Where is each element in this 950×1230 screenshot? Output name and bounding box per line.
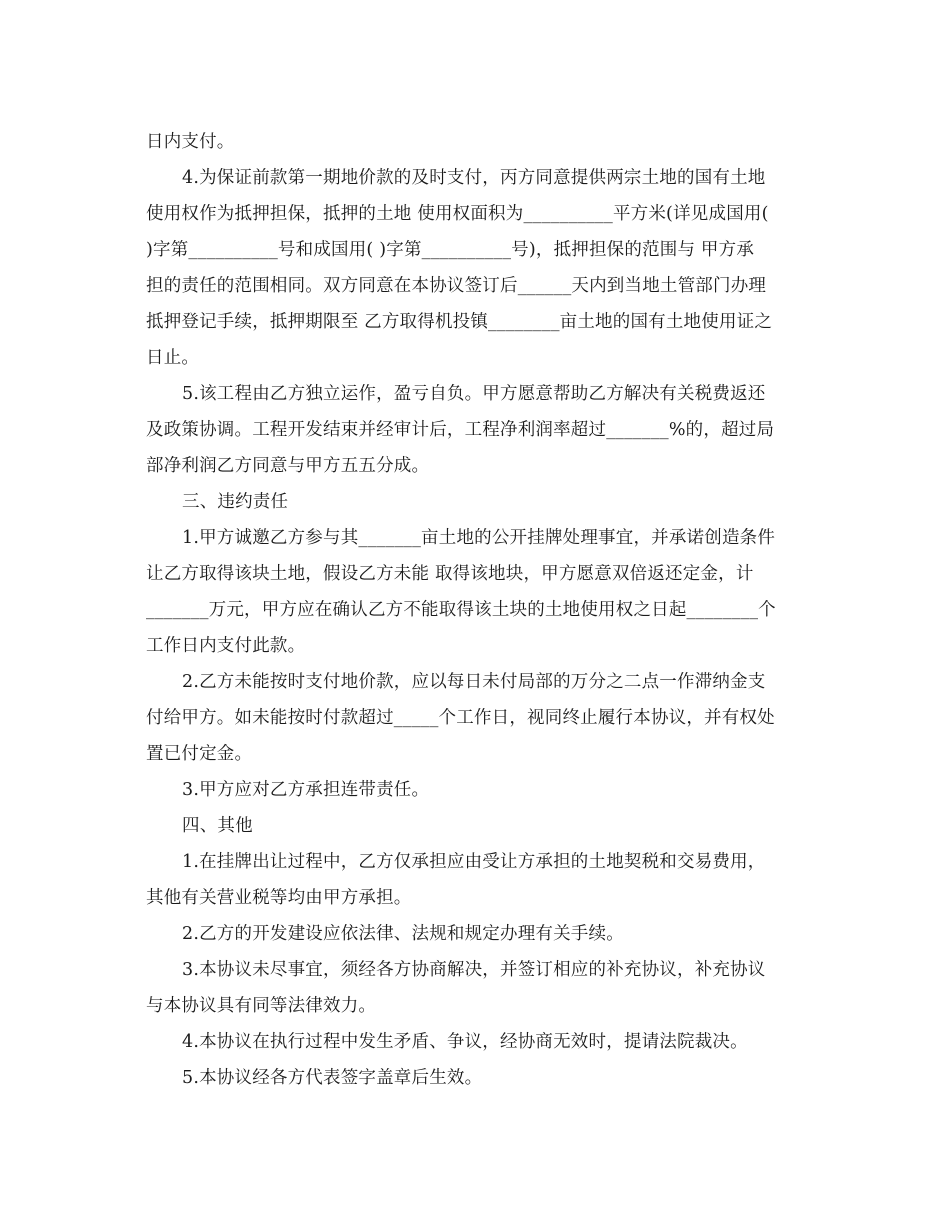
text-line: 置已付定金。	[146, 744, 253, 764]
text-line: 部净利润乙方同意与甲方五五分成。	[146, 456, 430, 476]
section-heading: 四、其他	[182, 816, 253, 836]
text-line: 担的责任的范围相同。双方同意在本协议签订后______天内到当地土管部门办理	[146, 276, 767, 296]
text-line: 抵押登记手续，抵押期限至 乙方取得机投镇________亩土地的国有土地使用证之	[146, 312, 773, 332]
document-page	[146, 124, 811, 1096]
text-line: 1.在挂牌出让过程中，乙方仅承担应由受让方承担的土地契税和交易费用，	[182, 852, 766, 872]
text-line: 日内支付。	[146, 132, 235, 152]
text-line: 让乙方取得该块土地，假设乙方未能 取得该地块，甲方愿意双倍返还定金，计	[146, 564, 754, 584]
text-line: 5.该工程由乙方独立运作，盈亏自负。甲方愿意帮助乙方解决有关税费返还	[182, 384, 766, 404]
text-line: 使用权作为抵押担保，抵押的土地 使用权面积为__________平方米(详见成国用(	[146, 204, 769, 224]
text-line: 付给甲方。如未能按时付款超过_____个工作日，视同终止履行本协议，并有权处	[146, 708, 775, 728]
text-line: 2.乙方未能按时支付地价款，应以每日未付局部的万分之二点一作滞纳金支	[182, 672, 766, 692]
text-line: 2.乙方的开发建设应依法律、法规和规定办理有关手续。	[182, 924, 624, 944]
text-line: 及政策协调。工程开发结束并经审计后，工程净利润率超过_______%的，超过局	[146, 420, 775, 440]
text-line: 工作日内支付此款。	[146, 636, 306, 656]
text-line: 3.本协议未尽事宜，须经各方协商解决，并签订相应的补充协议，补充协议	[182, 960, 766, 980]
text-line: 其他有关营业税等均由甲方承担。	[146, 888, 412, 908]
text-line: 与本协议具有同等法律效力。	[146, 996, 377, 1016]
text-line: 1.甲方诚邀乙方参与其_______亩土地的公开挂牌处理事宜，并承诺创造条件	[182, 528, 776, 548]
text-line: 5.本协议经各方代表签字盖章后生效。	[182, 1068, 483, 1088]
text-line: 日止。	[146, 348, 200, 368]
text-line: 3.甲方应对乙方承担连带责任。	[182, 780, 430, 800]
text-line: 4.本协议在执行过程中发生矛盾、争议，经协商无效时，提请法院裁决。	[182, 1032, 748, 1052]
text-line: _______万元，甲方应在确认乙方不能取得该土块的土地使用权之日起________个	[146, 600, 776, 620]
text-line: 4.为保证前款第一期地价款的及时支付，丙方同意提供两宗土地的国有土地	[182, 168, 766, 188]
text-line: )字第__________号和成国用( )字第__________号)，抵押担保的范围与 甲方承	[146, 240, 755, 260]
section-heading: 三、违约责任	[182, 492, 289, 512]
